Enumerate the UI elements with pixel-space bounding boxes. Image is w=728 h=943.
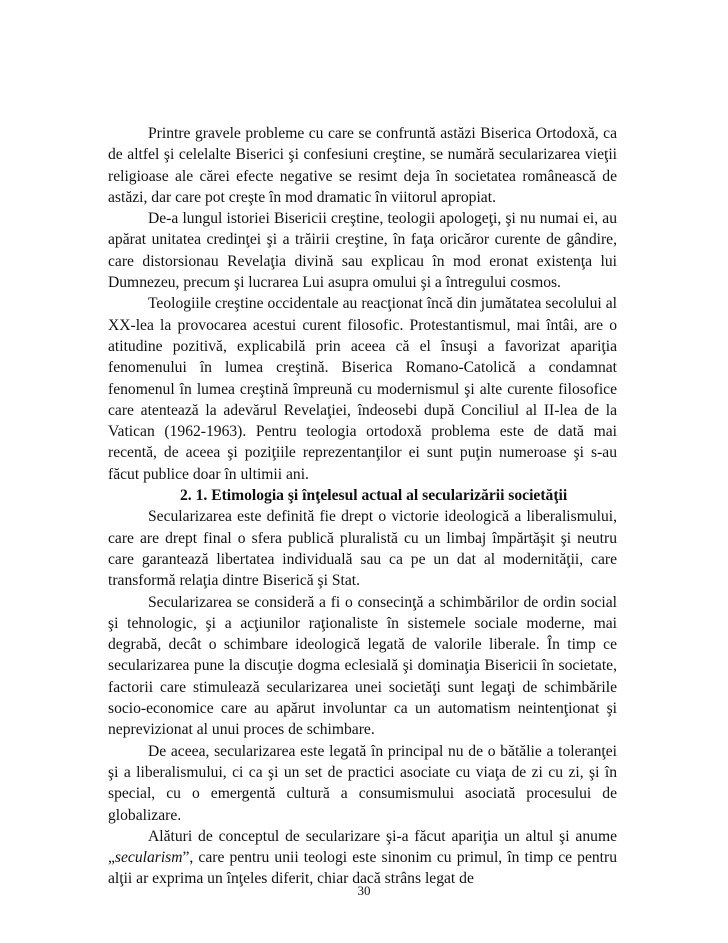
- section-heading: 2. 1. Etimologia şi înţelesul actual al secularizării societăţii: [180, 487, 568, 505]
- page-body: [108, 123, 617, 890]
- paragraph-2: De-a lungul istoriei Bisericii creştine, teologii apologeţi, şi nu numai ei, au apărat unitatea credinţei şi a trăirii creştine, în faţa oricăror curente de gândire, care distorsionau Revelaţia divină sau explicau în mod eronat existenţa lui Dumnezeu, precum şi lucrarea Lui asupra omului şi a întregului cosmos.: [108, 210, 617, 292]
- paragraph-1: Printre gravele probleme cu care se confruntă astăzi Biserica Ortodoxă, ca de altfel şi celelalte Biserici şi confesiuni creştine, se numără secularizarea vieţii religioase ale cărei efecte negative se resimt deja în societatea românească de astăzi, dar care pot creşte în mod dramatic în viitorul apropiat.: [108, 125, 617, 206]
- paragraph-7-start: Alături de conceptul de secularizare şi-a făcut apariţia un altul şi anume „: [108, 827, 617, 867]
- paragraph-4: Secularizarea este definită fie drept o victorie ideologică a liberalismului, care are drept final o sfera publică pluralistă cu un limbaj împărtăşit şi neutru care garantează libertatea individuală sau ca pe un dat al modernităţii, care transformă relaţia dintre Biserică şi Stat.: [108, 508, 617, 590]
- paragraph-7-end: ”, care pentru unii teologi este sinonim cu primul, în timp ce pentru alţii ar exprima un înţeles diferit, chiar dacă strâns legat de: [108, 849, 617, 888]
- paragraph-7: [108, 826, 617, 890]
- page-number: 30: [357, 883, 371, 898]
- paragraph-3: Teologiile creştine occidentale au reacţionat încă din jumătatea secolului al XX-lea la provocarea acestui curent filosofic. Protestantismul, mai întâi, are o atitudine pozitivă, explicabilă prin aceea că el însuşi a favorizat apariţia fenomenului în lumea creştină. Biserica Romano-Catolică a condamnat fenomenul în lumea creştină împreună cu modernismul şi alte curente filosofice care atentează la adevărul Revelaţiei, îndeosebi după Conciliul al II-lea de la Vatican (1962-1963). Pentru teologia ortodoxă problema este de dată mai recentă, de aceea şi poziţiile reprezentanţilor ei sunt puţin numeroase şi s-au făcut publice doar în ultimii ani.: [108, 295, 617, 483]
- paragraph-6: De aceea, secularizarea este legată în principal nu de o bătălie a toleranţei şi a liberalismului, ci ca şi un set de practici asociate cu viaţa de zi cu zi, şi în special, cu o emergentă cultură a consumismului asociată procesului de globalizare.: [108, 742, 617, 824]
- paragraph-5: Secularizarea se consideră a fi o consecinţă a schimbărilor de ordin social şi tehnologic, şi a acţiunilor raţionaliste în sistemele sociale moderne, mai degrabă, decât o schimbare ideologică legată de valorile liberale. În timp ce secularizarea pune la discuţie dogma eclesială şi dominaţia Bisericii în societate, factorii care stimulează secularizarea unei societăţi sunt legaţi de schimbările socio-economice care au apărut involuntar ca un automatism neintenţionat şi neprevizionat al unui proces de schimbare.: [108, 593, 617, 739]
- paragraph-7-italic-term: secularism: [114, 849, 183, 867]
